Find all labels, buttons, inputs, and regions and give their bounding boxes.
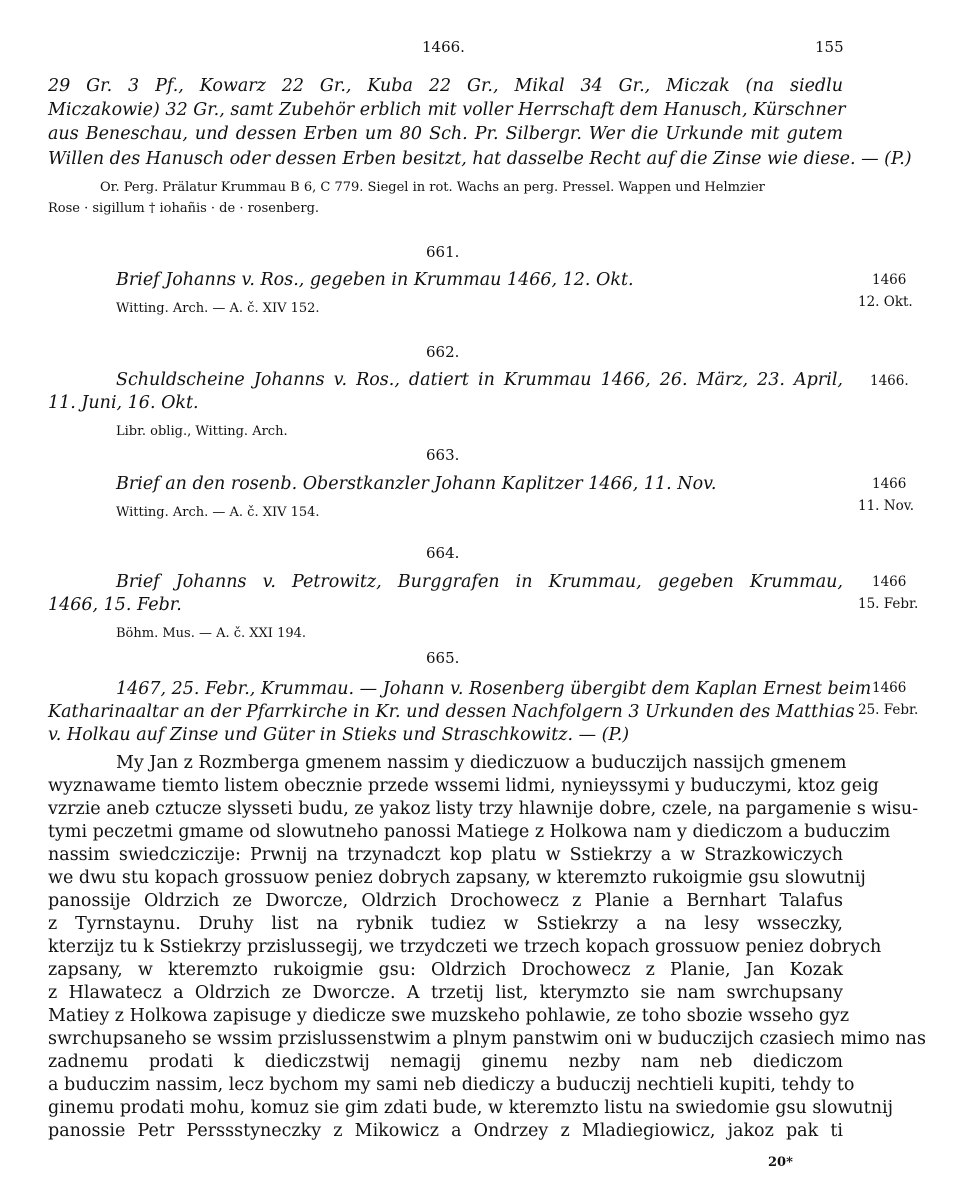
charter-line: nassim swiedcziczije: Prwnij na trzynadczt kop platu w Sstiekrzy a w Strazkowiczych [48, 845, 843, 865]
entry-title: Brief an den rosenb. Oberstkanzler Johann Kaplitzer 1466, 11. Nov. [116, 474, 717, 494]
running-head-year: 1466. [422, 38, 465, 56]
charter-line: panossije Oldrzich ze Dworcze, Oldrzich Drochowecz z Planie a Bernhart Talafus [48, 891, 843, 911]
entry-source: Witting. Arch. — A. č. XIV 152. [116, 301, 320, 316]
top-entry-line: aus Beneschau, und dessen Erben um 80 Sch. Pr. Silbergr. Wer die Urkunde mit gutem [48, 124, 843, 144]
margin-date: 1466 [872, 680, 907, 696]
charter-line: we dwu stu kopach grossuow peniez dobrych zapsany, w kteremzto rukoigmie gsu slowutnij [48, 868, 866, 888]
entry-number: 662. [426, 343, 460, 361]
entry-title: 11. Juni, 16. Okt. [48, 393, 199, 413]
margin-date: 15. Febr. [858, 596, 919, 612]
entry-source: Böhm. Mus. — A. č. XXI 194. [116, 626, 307, 641]
margin-date: 1466 [872, 476, 907, 492]
entry-title: Katharinaaltar an der Pfarrkirche in Kr. und dessen Nachfolgern 3 Urkunden des Matthias [48, 702, 855, 722]
entry-title: Schuldscheine Johanns v. Ros., datiert in Krummau 1466, 26. März, 23. April, [116, 370, 843, 390]
signature-mark: 20* [768, 1155, 793, 1170]
charter-line: zadnemu prodati k diediczstwij nemagij ginemu nezby nam neb diediczom [48, 1052, 843, 1072]
entry-title: Brief Johanns v. Petrowitz, Burggrafen in Krummau, gegeben Krummau, [116, 572, 843, 592]
charter-line: My Jan z Rozmberga gmenem nassim y diediczuow a buduczijch nassijch gmenem [116, 753, 847, 773]
margin-date: 25. Febr. [858, 702, 919, 718]
entry-number: 661. [426, 243, 460, 261]
charter-line: kterzijz tu k Sstiekrzy przislussegij, we trzydczeti we trzech kopach grossuow peniez dobrych [48, 937, 882, 957]
top-entry-line: Willen des Hanusch oder dessen Erben besitzt, hat dasselbe Recht auf die Zinse wie diese. — (P.) [48, 149, 912, 169]
margin-date: 1466 [872, 574, 907, 590]
entry-source: Witting. Arch. — A. č. XIV 154. [116, 505, 320, 520]
entry-title: Brief Johanns v. Ros., gegeben in Krummau 1466, 12. Okt. [116, 270, 634, 290]
source-note: Rose · sigillum † iohañis · de · rosenberg. [48, 201, 320, 216]
top-entry-line: Miczakowie) 32 Gr., samt Zubehör erblich mit voller Herrschaft dem Hanusch, Kürschner [48, 100, 846, 120]
charter-line: ginemu prodati mohu, komuz sie gim zdati bude, w kteremzto listu na swiedomie gsu slowutnij [48, 1098, 894, 1118]
entry-source: Libr. oblig., Witting. Arch. [116, 424, 288, 439]
margin-date: 1466. [870, 373, 909, 389]
charter-line: a buduczim nassim, lecz bychom my sami neb diediczy a buduczij nechtieli kupiti, tehdy to [48, 1075, 855, 1095]
page-number: 155 [815, 38, 844, 56]
charter-line: Matiey z Holkowa zapisuge y diedicze swe muzskeho pohlawie, ze toho sbozie wsseho gyz [48, 1006, 850, 1026]
margin-date: 11. Nov. [858, 498, 915, 514]
margin-date: 12. Okt. [858, 294, 913, 310]
top-entry-line: 29 Gr. 3 Pf., Kowarz 22 Gr., Kuba 22 Gr., Mikal 34 Gr., Miczak (na siedlu [48, 76, 843, 96]
entry-number: 665. [426, 649, 460, 667]
entry-title: 1467, 25. Febr., Krummau. — Johann v. Rosenberg übergibt dem Kaplan Ernest beim [116, 679, 872, 699]
charter-line: z Tyrnstaynu. Druhy list na rybnik tudiez w Sstiekrzy a na lesy wsseczky, [48, 914, 843, 934]
charter-line: wyznawame tiemto listem obecznie przede wssemi lidmi, nynieyssymi y buduczymi, ktoz geig [48, 776, 879, 796]
charter-line: vzrzie aneb cztucze slysseti budu, ze yakoz listy trzy hlawnije dobre, czele, na pargamenie s wisu- [48, 799, 919, 819]
entry-title: 1466, 15. Febr. [48, 595, 182, 615]
entry-number: 664. [426, 544, 460, 562]
charter-line: z Hlawatecz a Oldrzich ze Dworcze. A trzetij list, kterymzto sie nam swrchupsany [48, 983, 843, 1003]
margin-date: 1466 [872, 272, 907, 288]
entry-title: v. Holkau auf Zinse und Güter in Stieks und Straschkowitz. — (P.) [48, 725, 630, 745]
charter-line: panossie Petr Perssstyneczky z Mikowicz a Ondrzey z Mladiegiowicz, jakoz pak ti [48, 1121, 843, 1141]
charter-line: swrchupsaneho se wssim przislussenstwim a plnym panstwim oni w buduczijch czasiech mimo nas [48, 1029, 926, 1049]
source-note: Or. Perg. Prälatur Krummau B 6, C 779. Siegel in rot. Wachs an perg. Pressel. Wappen und Helmzier [100, 180, 765, 195]
entry-number: 663. [426, 446, 460, 464]
charter-line: tymi peczetmi gmame od slowutneho panossi Matiege z Holkowa nam y diediczom a buduczim [48, 822, 891, 842]
charter-line: zapsany, w kteremzto rukoigmie gsu: Oldrzich Drochowecz z Planie, Jan Kozak [48, 960, 843, 980]
